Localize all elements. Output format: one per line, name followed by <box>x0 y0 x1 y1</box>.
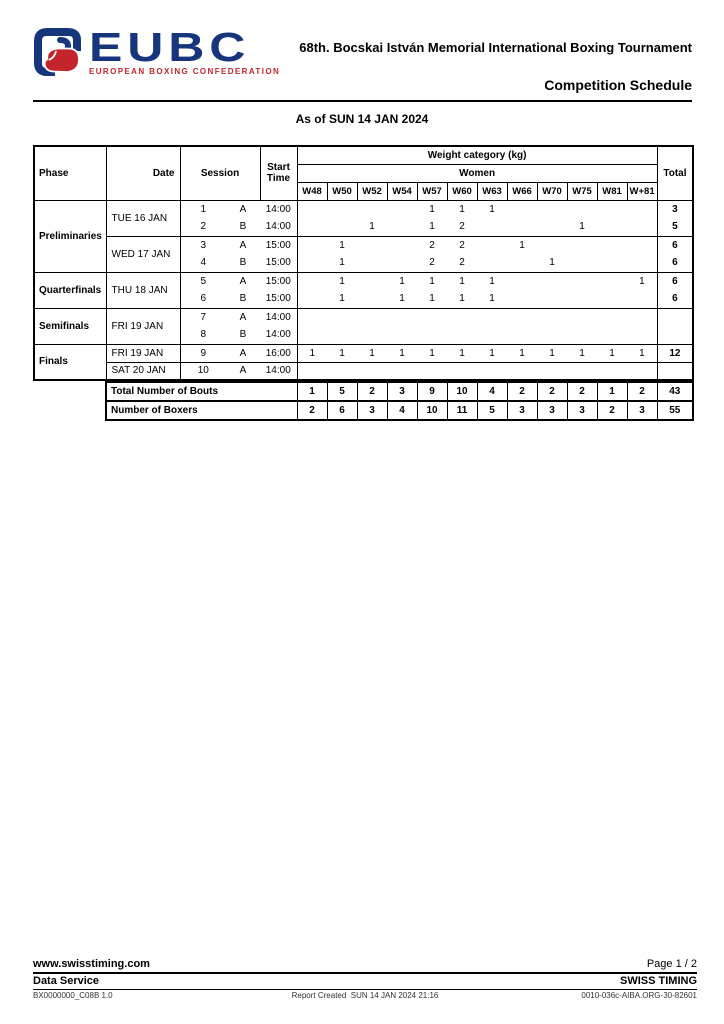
schedule-row <box>34 200 693 218</box>
footer-divider-2 <box>33 989 697 991</box>
total-bouts-cell: 2 <box>627 382 657 401</box>
col-header-weight-w57: W57 <box>417 182 447 200</box>
session-ring-cell: A <box>239 365 247 377</box>
bout-count-cell <box>447 362 477 380</box>
bout-count-cell <box>357 362 387 380</box>
footer-brand: SWISS TIMING <box>620 974 697 987</box>
session-number-cell: 9 <box>180 344 226 362</box>
total-bouts-cell: 3 <box>387 382 417 401</box>
row-total-cell: 6 <box>657 290 693 308</box>
session-number-cell: 3 <box>200 239 207 251</box>
bout-count-cell: 1 <box>519 239 525 251</box>
col-header-weight-w52: W52 <box>357 182 387 200</box>
number-boxers-cell: 3 <box>627 401 657 420</box>
session-ring-cell: B <box>226 254 260 272</box>
bout-count-cell <box>537 200 567 218</box>
bout-count-cell <box>507 308 537 326</box>
bout-count-cell <box>387 326 417 344</box>
total-bouts-cell: 9 <box>417 382 447 401</box>
bout-count-cell <box>297 362 327 380</box>
bout-count-cell <box>387 200 417 218</box>
session-number-cell: 4 <box>180 254 226 272</box>
bout-count-cell <box>387 254 417 272</box>
bout-count-cell <box>597 200 627 218</box>
bout-count-cell: 1 <box>477 290 507 308</box>
col-header-weight-w70: W70 <box>537 182 567 200</box>
bout-count-cell <box>417 362 447 380</box>
session-number-cell: 5 <box>200 275 207 287</box>
bout-count-cell <box>327 362 357 380</box>
bout-count-cell <box>297 326 327 344</box>
bout-count-cell <box>297 254 327 272</box>
total-bouts-cell: 10 <box>447 382 477 401</box>
session-ring-cell: B <box>226 326 260 344</box>
bout-count-cell <box>357 308 387 326</box>
schedule-row <box>34 344 693 362</box>
schedule-area <box>33 145 692 421</box>
bout-count-cell <box>567 362 597 380</box>
session-number-cell: 2 <box>180 218 226 236</box>
session-ring-cell: B <box>226 218 260 236</box>
session-number-cell: 8 <box>180 326 226 344</box>
session-number-cell: 1 <box>200 203 207 215</box>
schedule-row <box>34 362 693 380</box>
bout-count-cell: 1 <box>597 344 627 362</box>
bout-count-cell: 1 <box>477 344 507 362</box>
bout-count-cell: 1 <box>567 218 597 236</box>
footer-data-service: Data Service <box>33 974 100 987</box>
col-header-weight-w48: W48 <box>297 182 327 200</box>
bout-count-cell <box>627 326 657 344</box>
col-header-weight-w54: W54 <box>387 182 417 200</box>
number-boxers-cell: 3 <box>507 401 537 420</box>
bout-count-cell <box>297 236 327 254</box>
bout-count-cell: 1 <box>327 344 357 362</box>
bout-count-cell <box>537 218 567 236</box>
bout-count-cell <box>477 254 507 272</box>
bout-count-cell: 1 <box>429 203 435 215</box>
date-cell: SAT 20 JAN <box>106 362 180 380</box>
bout-count-cell: 1 <box>357 344 387 362</box>
bout-count-cell: 1 <box>537 344 567 362</box>
bout-count-cell <box>297 308 327 326</box>
col-header-weight-w50: W50 <box>327 182 357 200</box>
bout-count-cell <box>627 254 657 272</box>
bout-count-cell <box>597 308 627 326</box>
bout-count-cell <box>387 362 417 380</box>
date-cell: FRI 19 JAN <box>106 308 180 344</box>
bout-count-cell <box>597 290 627 308</box>
bout-count-cell <box>477 218 507 236</box>
number-boxers-cell: 5 <box>477 401 507 420</box>
col-header-start-time: Start Time <box>260 146 297 200</box>
total-bouts-cell: 2 <box>567 382 597 401</box>
totals-table <box>105 381 694 421</box>
col-header-phase: Phase <box>34 146 106 200</box>
bout-count-cell <box>567 326 597 344</box>
bout-count-cell <box>477 308 507 326</box>
bout-count-cell <box>327 200 357 218</box>
logo-text <box>89 24 281 76</box>
bout-count-cell <box>477 362 507 380</box>
phase-cell: Quarterfinals <box>34 272 106 308</box>
footer-report-code: 0010-036c-AIBA.ORG-30-82601 <box>581 991 697 1000</box>
number-boxers-cell: 6 <box>327 401 357 420</box>
bout-count-cell: 1 <box>339 239 345 251</box>
bout-count-cell: 1 <box>387 344 417 362</box>
bout-count-cell: 1 <box>327 290 357 308</box>
bout-count-cell: 1 <box>447 290 477 308</box>
session-ring-cell: A <box>226 344 260 362</box>
col-header-weight-w75: W75 <box>567 182 597 200</box>
bout-count-cell <box>507 200 537 218</box>
bout-count-cell <box>297 272 327 290</box>
bout-count-cell: 1 <box>327 254 357 272</box>
session-ring-cell: A <box>239 239 247 251</box>
col-header-weight-w66: W66 <box>507 182 537 200</box>
date-cell: THU 18 JAN <box>106 272 180 308</box>
bout-count-cell <box>357 272 387 290</box>
col-header-gender: Women <box>297 164 657 182</box>
total-bouts-label: Total Number of Bouts <box>106 382 297 401</box>
bout-count-cell <box>447 308 477 326</box>
footer-page-number: Page 1 / 2 <box>646 958 697 970</box>
bout-count-cell <box>447 326 477 344</box>
row-total-cell <box>657 326 693 344</box>
logo-wordmark: EUBC <box>89 24 251 70</box>
bout-count-cell <box>327 308 357 326</box>
bout-count-cell <box>597 218 627 236</box>
number-boxers-cell: 3 <box>537 401 567 420</box>
bout-count-cell <box>357 236 387 254</box>
start-time-cell: 15:00 <box>260 272 297 290</box>
bout-count-cell <box>477 326 507 344</box>
bout-count-cell <box>627 362 657 380</box>
phase-cell: Preliminaries <box>34 200 106 272</box>
bout-count-cell: 1 <box>429 275 435 287</box>
number-boxers-cell: 3 <box>567 401 597 420</box>
bout-count-cell: 1 <box>339 275 345 287</box>
bout-count-cell <box>387 236 417 254</box>
bout-count-cell <box>357 290 387 308</box>
bout-count-cell <box>537 272 567 290</box>
number-boxers-cell: 3 <box>357 401 387 420</box>
schedule-row <box>34 272 693 290</box>
bout-count-cell <box>627 236 657 254</box>
bout-count-cell <box>627 200 657 218</box>
bout-count-cell <box>297 200 327 218</box>
bout-count-cell <box>537 290 567 308</box>
bout-count-cell <box>567 200 597 218</box>
start-time-cell: 14:00 <box>260 200 297 218</box>
row-total-cell: 6 <box>657 272 693 290</box>
row-total-cell: 6 <box>657 254 693 272</box>
bout-count-cell <box>627 290 657 308</box>
bout-count-cell <box>327 218 357 236</box>
bout-count-cell <box>537 326 567 344</box>
session-ring-cell: A <box>239 203 247 215</box>
bout-count-cell <box>597 236 627 254</box>
bout-count-cell <box>597 326 627 344</box>
bout-count-cell <box>507 218 537 236</box>
page-subtitle: Competition Schedule <box>544 77 692 93</box>
bout-count-cell: 2 <box>447 254 477 272</box>
bout-count-cell: 1 <box>417 290 447 308</box>
bout-count-cell: 2 <box>417 254 447 272</box>
bout-count-cell: 1 <box>507 344 537 362</box>
bout-count-cell <box>507 362 537 380</box>
session-ring-cell: B <box>226 290 260 308</box>
bout-count-cell <box>567 236 597 254</box>
bout-count-cell: 1 <box>297 344 327 362</box>
total-bouts-cell: 2 <box>537 382 567 401</box>
start-time-cell: 14:00 <box>260 326 297 344</box>
bout-count-cell <box>507 290 537 308</box>
bout-count-cell <box>627 308 657 326</box>
row-total-cell: 5 <box>657 218 693 236</box>
col-header-weight-w63: W63 <box>477 182 507 200</box>
bout-count-cell <box>537 236 567 254</box>
as-of-date: As of SUN 14 JAN 2024 <box>295 112 429 126</box>
col-header-weight-w81: W81 <box>597 182 627 200</box>
col-header-weight-w60: W60 <box>447 182 477 200</box>
number-boxers-label: Number of Boxers <box>106 401 297 420</box>
bout-count-cell: 1 <box>537 254 567 272</box>
start-time-cell: 14:00 <box>260 362 297 380</box>
session-number-cell: 6 <box>180 290 226 308</box>
bout-count-cell <box>567 308 597 326</box>
bout-count-cell <box>627 218 657 236</box>
col-header-session: Session <box>180 146 260 200</box>
total-bouts-cell: 5 <box>327 382 357 401</box>
bout-count-cell <box>597 254 627 272</box>
bout-count-cell <box>327 326 357 344</box>
start-time-cell: 16:00 <box>260 344 297 362</box>
schedule-table <box>33 145 694 381</box>
col-header-total: Total <box>657 146 693 200</box>
bout-count-cell: 1 <box>459 275 465 287</box>
number-boxers-cell: 11 <box>447 401 477 420</box>
date-cell: WED 17 JAN <box>106 236 180 272</box>
bout-count-cell <box>387 308 417 326</box>
session-ring-cell: A <box>239 311 247 323</box>
bout-count-cell <box>507 326 537 344</box>
bout-count-cell: 2 <box>447 218 477 236</box>
start-time-cell: 15:00 <box>260 254 297 272</box>
col-header-weight-category: Weight category (kg) <box>297 146 657 164</box>
bout-count-cell: 1 <box>387 290 417 308</box>
phase-cell: Semifinals <box>34 308 106 344</box>
footer-website: www.swisstiming.com <box>33 958 150 970</box>
bout-count-cell: 1 <box>417 344 447 362</box>
bout-count-cell <box>297 290 327 308</box>
bout-count-cell <box>567 272 597 290</box>
number-boxers-row <box>106 401 693 420</box>
total-bouts-cell: 1 <box>297 382 327 401</box>
header-divider <box>33 100 692 102</box>
logo-subtitle: EUROPEAN BOXING CONFEDERATION <box>89 67 281 76</box>
footer-report-created: Report Created SUN 14 JAN 2024 21:16 <box>291 991 439 1000</box>
session-ring-cell: A <box>239 275 247 287</box>
bout-count-cell: 1 <box>639 275 645 287</box>
start-time-cell: 15:00 <box>260 236 297 254</box>
bout-count-cell <box>297 218 327 236</box>
col-header-weight-wplus81: W+81 <box>627 182 657 200</box>
number-boxers-grand-total: 55 <box>657 401 693 420</box>
bout-count-cell: 1 <box>459 203 465 215</box>
bout-count-cell: 1 <box>627 344 657 362</box>
bout-count-cell: 1 <box>399 275 405 287</box>
bout-count-cell <box>357 200 387 218</box>
bout-count-cell <box>417 308 447 326</box>
footer-divider <box>33 972 697 974</box>
bout-count-cell <box>537 362 567 380</box>
start-time-cell: 14:00 <box>260 308 297 326</box>
row-total-cell <box>657 362 693 380</box>
row-total-cell: 3 <box>657 200 693 218</box>
row-total-cell: 12 <box>657 344 693 362</box>
col-header-date: Date <box>106 146 180 200</box>
date-cell: FRI 19 JAN <box>106 344 180 362</box>
schedule-row <box>34 236 693 254</box>
number-boxers-cell: 4 <box>387 401 417 420</box>
bout-count-cell <box>567 290 597 308</box>
bout-count-cell <box>477 236 507 254</box>
start-time-cell: 15:00 <box>260 290 297 308</box>
bout-count-cell: 1 <box>567 344 597 362</box>
bout-count-cell <box>507 254 537 272</box>
bout-count-cell <box>357 254 387 272</box>
total-bouts-cell: 2 <box>507 382 537 401</box>
bout-count-cell: 1 <box>447 344 477 362</box>
bout-count-cell <box>597 362 627 380</box>
bout-count-cell: 1 <box>357 218 387 236</box>
bout-count-cell: 1 <box>417 218 447 236</box>
bout-count-cell <box>417 326 447 344</box>
bout-count-cell <box>387 218 417 236</box>
session-number-cell: 10 <box>197 365 209 377</box>
bout-count-cell <box>567 254 597 272</box>
total-bouts-cell: 1 <box>597 382 627 401</box>
start-time-cell: 14:00 <box>260 218 297 236</box>
total-bouts-grand-total: 43 <box>657 382 693 401</box>
total-bouts-cell: 2 <box>357 382 387 401</box>
boxing-glove-icon <box>33 27 83 77</box>
bout-count-cell: 2 <box>459 239 465 251</box>
phase-cell: Finals <box>34 344 106 380</box>
page-title: 68th. Bocskai István Memorial International Boxing Tournament <box>299 40 692 55</box>
bout-count-cell: 2 <box>429 239 435 251</box>
number-boxers-cell: 10 <box>417 401 447 420</box>
date-cell: TUE 16 JAN <box>106 200 180 236</box>
bout-count-cell <box>357 326 387 344</box>
number-boxers-cell: 2 <box>297 401 327 420</box>
schedule-body <box>34 200 693 380</box>
bout-count-cell: 1 <box>489 275 495 287</box>
number-boxers-cell: 2 <box>597 401 627 420</box>
row-total-cell: 6 <box>657 236 693 254</box>
eubc-logo <box>33 24 281 77</box>
total-bouts-cell: 4 <box>477 382 507 401</box>
report-footer <box>33 958 697 1001</box>
bout-count-cell <box>507 272 537 290</box>
bout-count-cell <box>597 272 627 290</box>
bout-count-cell <box>537 308 567 326</box>
session-number-cell: 7 <box>200 311 207 323</box>
footer-doc-code: BX0000000_C08B 1.0 <box>33 991 113 1000</box>
bout-count-cell: 1 <box>489 203 495 215</box>
total-bouts-row <box>106 382 693 401</box>
row-total-cell <box>657 308 693 326</box>
schedule-row <box>34 308 693 326</box>
